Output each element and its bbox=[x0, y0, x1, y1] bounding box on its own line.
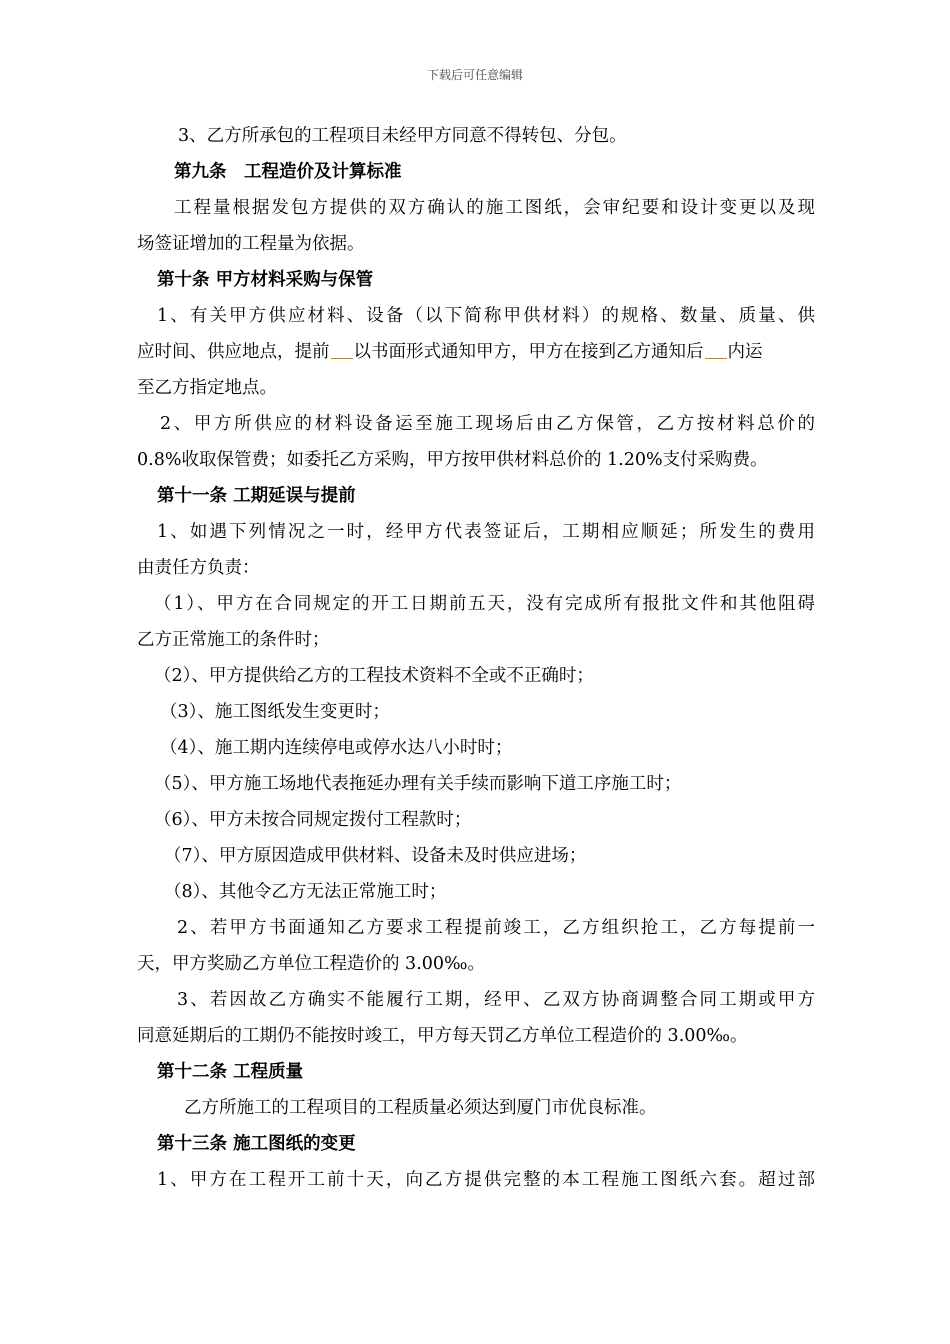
paragraph-line: 天，甲方奖励乙方单位工程造价的 3.00‰。 bbox=[137, 954, 486, 974]
paragraph-line: 乙方正常施工的条件时； bbox=[137, 630, 330, 650]
paragraph-line: 1、如遇下列情况之一时，经甲方代表签证后，工期相应顺延；所发生的费用 bbox=[157, 522, 815, 542]
paragraph-line: 至乙方指定地点。 bbox=[137, 378, 277, 398]
paragraph-line: 同意延期后的工期仍不能按时竣工，甲方每天罚乙方单位工程造价的 3.00‰。 bbox=[137, 1026, 748, 1046]
paragraph-line-with-blanks: 应时间、供应地点，提前 以书面形式通知甲方，甲方在接到乙方通知后 内运 bbox=[137, 342, 763, 362]
section-heading-10: 第十条 甲方材料采购与保管 bbox=[157, 270, 374, 290]
section-heading-9: 第九条 工程造价及计算标准 bbox=[174, 162, 402, 182]
section-heading-11: 第十一条 工期延误与提前 bbox=[157, 486, 356, 506]
fill-in-blank[interactable] bbox=[705, 340, 727, 359]
paragraph-line: 工程量根据发包方提供的双方确认的施工图纸，会审纪要和设计变更以及现 bbox=[174, 198, 815, 218]
paragraph-line: 由责任方负责： bbox=[137, 558, 260, 578]
paragraph-line: 2、若甲方书面通知乙方要求工程提前竣工，乙方组织抢工，乙方每提前一 bbox=[177, 918, 815, 938]
paragraph-line: 3、若因故乙方确实不能履行工期，经甲、乙双方协商调整合同工期或甲方 bbox=[177, 990, 815, 1010]
paragraph-line: 场签证增加的工程量为依据。 bbox=[137, 234, 365, 254]
list-item: （7）、甲方原因造成甲供材料、设备未及时供应进场； bbox=[164, 846, 587, 866]
paragraph-line: 3、乙方所承包的工程项目未经甲方同意不得转包、分包。 bbox=[178, 126, 627, 146]
section-heading-13: 第十三条 施工图纸的变更 bbox=[157, 1134, 356, 1154]
list-item: （2）、甲方提供给乙方的工程技术资料不全或不正确时； bbox=[154, 666, 594, 686]
page-header: 下载后可任意编辑 bbox=[426, 68, 523, 82]
paragraph-line: 1、甲方在工程开工前十天，向乙方提供完整的本工程施工图纸六套。超过部 bbox=[157, 1170, 815, 1190]
list-item: （8）、其他令乙方无法正常施工时； bbox=[164, 882, 447, 902]
list-item: （3）、施工图纸发生变更时； bbox=[160, 702, 390, 722]
fill-in-blank[interactable] bbox=[331, 340, 353, 359]
paragraph-line: 1、有关甲方供应材料、设备（以下简称甲供材料）的规格、数量、质量、供 bbox=[157, 306, 815, 326]
section-heading-12: 第十二条 工程质量 bbox=[157, 1062, 304, 1082]
paragraph-line: 乙方所施工的工程项目的工程质量必须达到厦门市优良标准。 bbox=[184, 1098, 657, 1118]
list-item: （5）、甲方施工场地代表拖延办理有关手续而影响下道工序施工时； bbox=[154, 774, 682, 794]
paragraph-line: 0.8%收取保管费；如委托乙方采购，甲方按甲供材料总价的 1.20%支付采购费。 bbox=[137, 450, 768, 470]
list-item: （4）、施工期内连续停电或停水达八小时时； bbox=[160, 738, 513, 758]
paragraph-line: 2、甲方所供应的材料设备运至施工现场后由乙方保管，乙方按材料总价的 bbox=[160, 414, 815, 434]
list-item: （1）、甲方在合同规定的开工日期前五天，没有完成所有报批文件和其他阻碍 bbox=[154, 594, 815, 614]
list-item: （6）、甲方未按合同规定拨付工程款时； bbox=[154, 810, 472, 830]
